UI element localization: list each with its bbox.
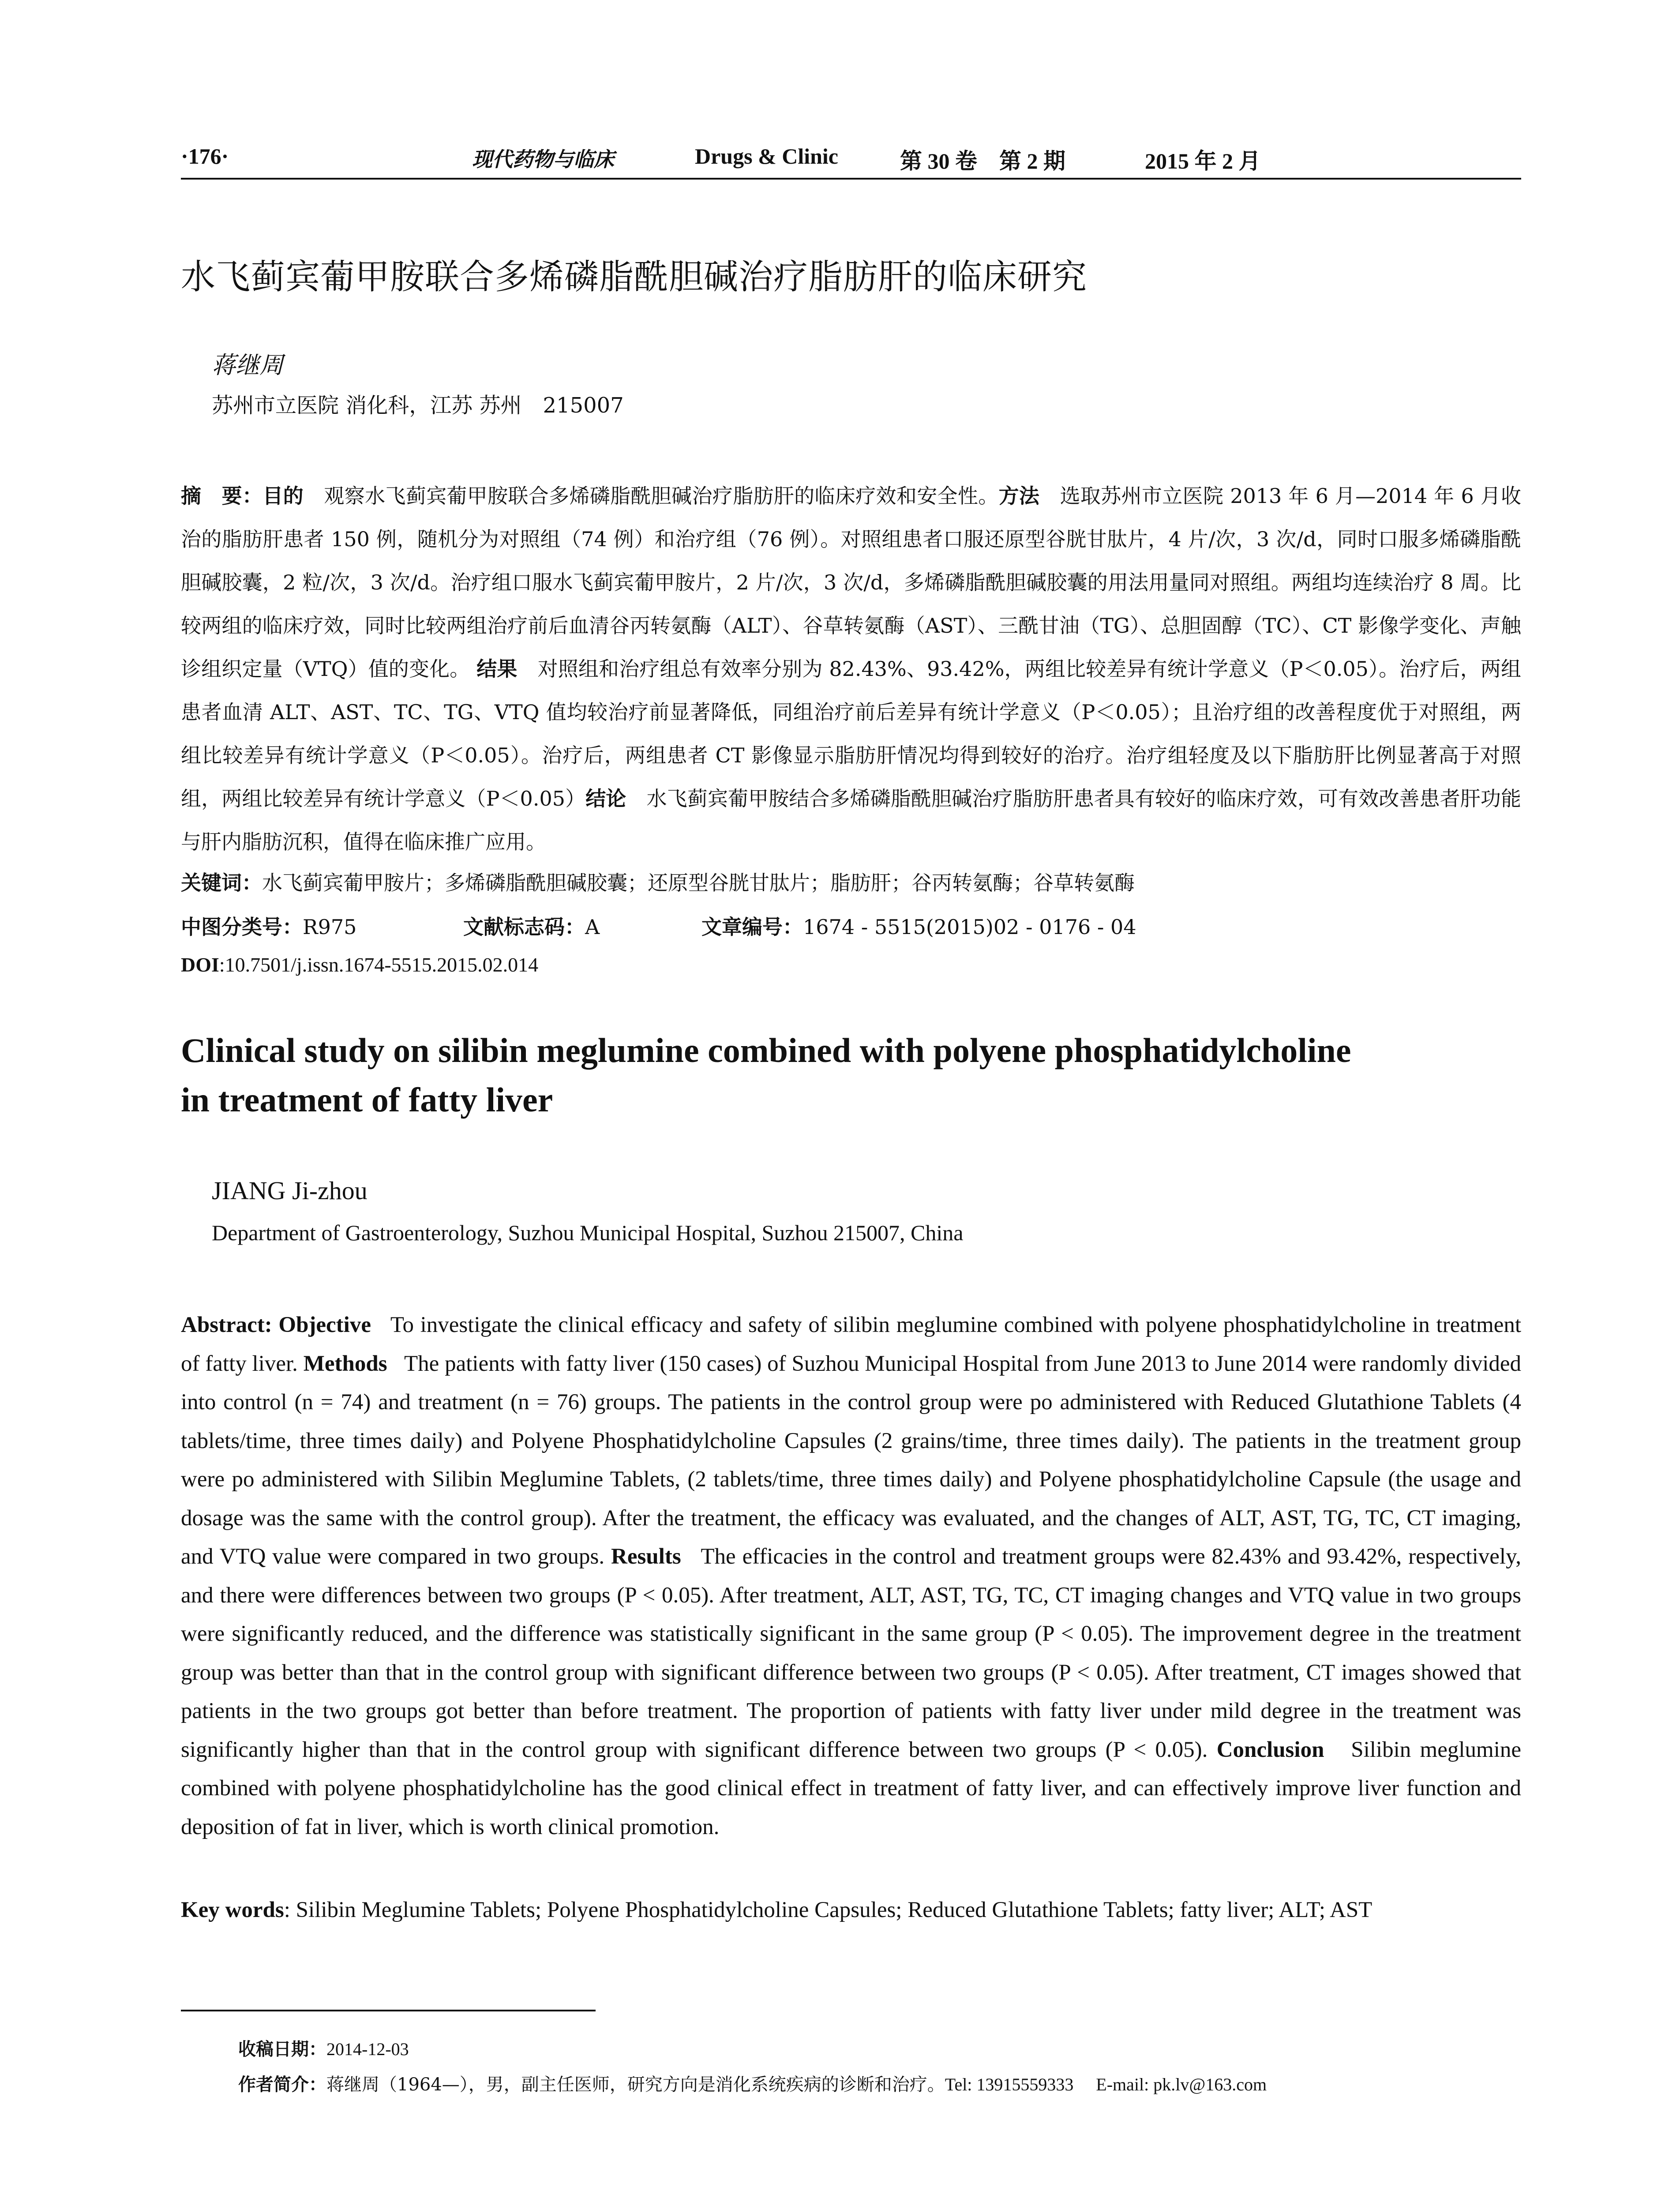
received-label: 收稿日期：	[238, 2039, 326, 2060]
keywords-cn: 水飞蓟宾葡甲胺片；多烯磷脂酰胆碱胶囊；还原型谷胱甘肽片；脂肪肝；谷丙转氨酶；谷草转氨酶	[262, 871, 1135, 895]
results-label-en: Results	[611, 1544, 681, 1569]
doi-link[interactable]: :10.7501/j.issn.1674-5515.2015.02.014	[219, 953, 539, 976]
abstract-label-cn: 摘 要：	[181, 484, 263, 508]
english-title-line1: Clinical study on silibin meglumine combined with polyene phosphatidylcholine	[181, 1031, 1351, 1069]
english-affiliation: Department of Gastroenterology, Suzhou Municipal Hospital, Suzhou 215007, China	[212, 1220, 964, 1245]
keywords-en: : Silibin Meglumine Tablets; Polyene Phosphatidylcholine Capsules; Reduced Glutathione Tablets; fatty liver; ALT; AST	[284, 1898, 1372, 1922]
clc-label: 中图分类号：	[181, 915, 303, 939]
chinese-abstract	[181, 474, 1521, 863]
journal-name-cn: 现代药物与临床	[472, 147, 614, 171]
chinese-author: 蒋继周	[212, 351, 283, 379]
methods-cn: 选取苏州市立医院 2013 年 6 月—2014 年 6 月收治的脂肪肝患者 150 例，随机分为对照组（74 例）和治疗组（76 例）。对照组患者口服还原型谷胱甘肽片，4 片/次，3 次/d，同时口服多烯磷脂酰胆碱胶囊，2 粒/次，3 次/d。治疗组口服水飞蓟宾葡甲胺片，2 片/次，3 次/d，多烯磷脂酰胆碱胶囊的用法用量同对照组。两组均连续治疗 8 周。比较两组的临床疗效，同时比较两组治疗前后血清谷丙转氨酶（ALT）、谷草转氨酶（AST）、三酰甘油（TG）、总胆固醇（TC）、CT 影像学变化、声触诊组织定量（VTQ）值的变化。	[181, 484, 1522, 681]
english-keywords	[181, 1897, 1521, 1923]
author-bio-label: 作者简介：	[238, 2075, 326, 2095]
footnotes	[238, 2032, 1521, 2102]
abstract-label-en: Abstract: Objective	[181, 1313, 371, 1337]
doc-code: A	[585, 915, 600, 939]
english-author: JIANG Ji-zhou	[212, 1176, 368, 1205]
objective-cn: 观察水飞蓟宾葡甲胺联合多烯磷脂酰胆碱治疗脂肪肝的临床疗效和安全性。	[324, 484, 999, 508]
journal-name-en: Drugs & Clinic	[695, 144, 838, 169]
article-id-label: 文章编号：	[701, 915, 803, 939]
methods-en: The patients with fatty liver (150 cases) of Suzhou Municipal Hospital from June 2013 to June 2014 were randomly divided into control (n = 74) and treatment (n = 76) groups. The patients in the control group were po administered with Reduced Glutathione Tablets (4 tablets/time, three times daily) and Polyene Phosphatidylcholine Capsules (2 grains/time, three times daily). The patients in the treatment group were po administered with Silibin Meglumine Tablets, (2 tablets/time, three times daily) and Polyene phosphatidylcholine Capsule (the usage and dosage was the same with the control group). After the treatment, the efficacy was evaluated, and the changes of ALT, AST, TG, TC, CT imaging, and VTQ value were compared in two groups.	[181, 1351, 1521, 1569]
author-bio: 蒋继周（1964—），男，副主任医师，研究方向是消化系统疾病的诊断和治疗。	[326, 2075, 945, 2095]
keywords-label-en: Key words	[181, 1898, 284, 1922]
header-rule	[181, 178, 1521, 180]
footnote-rule	[181, 2010, 596, 2011]
methods-label-cn: 方法	[998, 484, 1040, 508]
conclusion-label-en: Conclusion	[1216, 1737, 1324, 1762]
english-title-line2: in treatment of fatty liver	[181, 1080, 553, 1119]
results-label-cn: 结果	[476, 657, 518, 681]
conclusion-en: Silibin meglumine combined with polyene phosphatidylcholine has the good clinical effect in treatment of fatty liver, and can effectively improve liver function and deposition of fat in liver, which is worth clinical promotion.	[181, 1737, 1522, 1839]
page-number: ·176·	[181, 144, 229, 169]
conclusion-label-cn: 结论	[585, 787, 626, 810]
author-tel: Tel: 13915559333	[945, 2075, 1074, 2094]
doi-label: DOI	[181, 953, 219, 976]
running-head	[181, 143, 1521, 179]
english-title	[181, 1026, 1521, 1125]
chinese-affiliation: 苏州市立医院 消化科，江苏 苏州 215007	[212, 393, 624, 418]
english-abstract	[181, 1306, 1521, 1846]
keywords-label-cn: 关键词：	[181, 871, 262, 895]
methods-label-en: Methods	[303, 1351, 387, 1376]
objective-en: To investigate the clinical efficacy and safety of silibin meglumine combined with polyene phosphatidylcholine in treatment of fatty liver.	[181, 1313, 1522, 1376]
received-date-row	[238, 2032, 1521, 2067]
article-id: 1674 - 5515(2015)02 - 0176 - 04	[803, 915, 1136, 939]
author-bio-row	[238, 2067, 1521, 2102]
results-cn: 对照组和治疗组总有效率分别为 82.43%、93.42%，两组比较差异有统计学意义（P＜0.05）。治疗后，两组患者血清 ALT、AST、TC、TG、VTQ 值均较治疗前显著降低，同组治疗前后差异有统计学意义（P＜0.05）；且治疗组的改善程度优于对照组，两组比较差异有统计学意义（P＜0.05）。治疗后，两组患者 CT 影像显示脂肪肝情况均得到较好的治疗。治疗组轻度及以下脂肪肝比例显著高于对照组，两组比较差异有统计学意义（P＜0.05）	[181, 657, 1521, 810]
chinese-title: 水飞蓟宾葡甲胺联合多烯磷脂酰胆碱治疗脂肪肝的临床研究	[181, 257, 1088, 297]
doc-code-label: 文献标志码：	[463, 915, 585, 939]
objective-label-cn: 目的	[262, 484, 304, 508]
received-date: 2014-12-03	[326, 2039, 409, 2059]
issue-date: 2015 年 2 月	[1145, 149, 1261, 173]
conclusion-cn: 水飞蓟宾葡甲胺结合多烯磷脂酰胆碱治疗脂肪肝患者具有较好的临床疗效，可有效改善患者肝功能与肝内脂肪沉积，值得在临床推广应用。	[181, 787, 1522, 854]
results-en: The efficacies in the control and treatment groups were 82.43% and 93.42%, respectively, and there were differences between two groups (P < 0.05). After treatment, ALT, AST, TG, TC, CT imaging changes and VTQ value in two groups were significantly reduced, and the difference was statistically significant in the same group (P < 0.05). The improvement degree in the treatment group was better than that in the control group with significant difference between two groups (P < 0.05). After treatment, CT images showed that patients in the two groups got better than before treatment. The proportion of patients with fatty liver under mild degree in the treatment was significantly higher than that in the control group with significant difference between two groups (P < 0.05).	[181, 1544, 1522, 1762]
author-email[interactable]: E-mail: pk.lv@163.com	[1096, 2075, 1267, 2094]
clc-code: R975	[303, 915, 357, 939]
volume-issue: 第 30 卷 第 2 期	[900, 149, 1065, 173]
